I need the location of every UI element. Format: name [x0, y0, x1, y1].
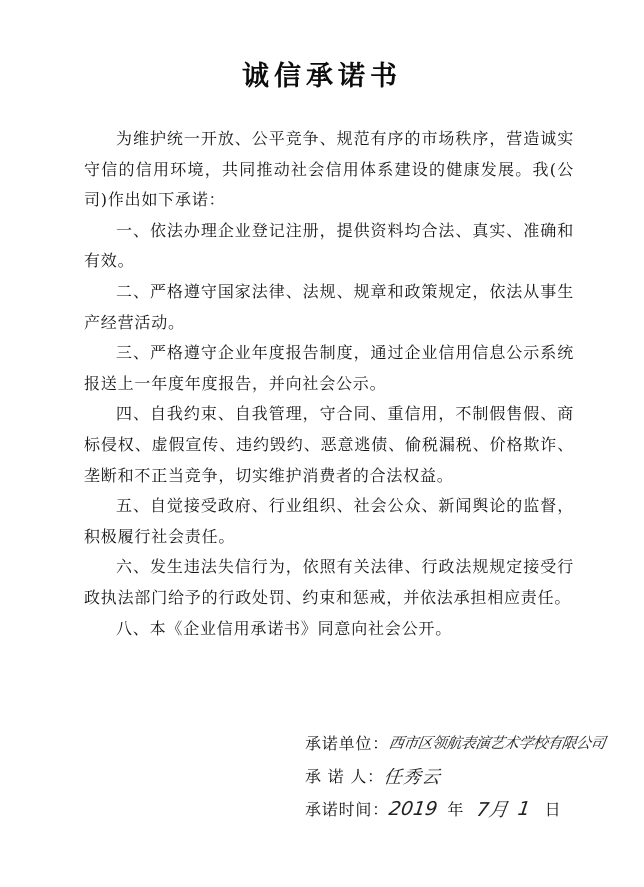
signature-unit-row [305, 726, 640, 759]
commitment-3: 三、严格遵守企业年度报告制度，通过企业信用信息公示系统报送上一年度年度报告，并向社会公示。 [84, 343, 574, 393]
signature-date-row [305, 792, 640, 825]
date-label: 承诺时间： [305, 800, 390, 819]
document-body [84, 124, 574, 644]
commitment-2: 二、严格遵守国家法律、法规、规章和政策规定，依法从事生产经营活动。 [84, 281, 574, 332]
date-year-unit: 年 [447, 800, 464, 819]
signature-person-row [305, 759, 640, 792]
intro-paragraph: 为维护统一开放、公平竞争、规范有序的市场秩序，营造诚实守信的信用环境，共同推动社会信用体系建设的健康发展。我(公司)作出如下承诺： [84, 129, 574, 210]
signature-block [305, 726, 640, 825]
commitment-1: 一、依法办理企业登记注册，提供资料均合法、真实、准确和有效。 [84, 220, 574, 271]
unit-handwritten-name: 西市区领航表演艺术学校有限公司 [387, 734, 607, 752]
document-title: 诚信承诺书 [242, 61, 402, 92]
commitment-8: 八、本《企业信用承诺书》同意向社会公开。 [116, 618, 453, 638]
date-day-unit: 日 [544, 800, 561, 819]
date-day: 1 [516, 797, 533, 820]
person-label: 承 诺 人： [305, 767, 384, 786]
commitment-4: 四、自我约束、自我管理，守合同、重信用，不制假售假、商标侵权、虚假宣传、违约毁约、恶意逃债、偷税漏税、价格欺诈、垄断和不正当竞争，切实维护消费者的合法权益。 [84, 404, 574, 485]
commitment-5: 五、自觉接受政府、行业组织、社会公众、新闻舆论的监督，积极履行社会责任。 [84, 496, 574, 546]
date-year: 2019 [387, 797, 439, 820]
date-month: 7月 [475, 799, 510, 821]
unit-label: 承诺单位： [305, 734, 390, 753]
person-handwritten-name: 任秀云 [382, 766, 442, 788]
commitment-6: 六、发生违法失信行为，依照有关法律、行政法规规定接受行政执法部门给予的行政处罚、约束和惩戒，并依法承担相应责任。 [84, 557, 574, 607]
